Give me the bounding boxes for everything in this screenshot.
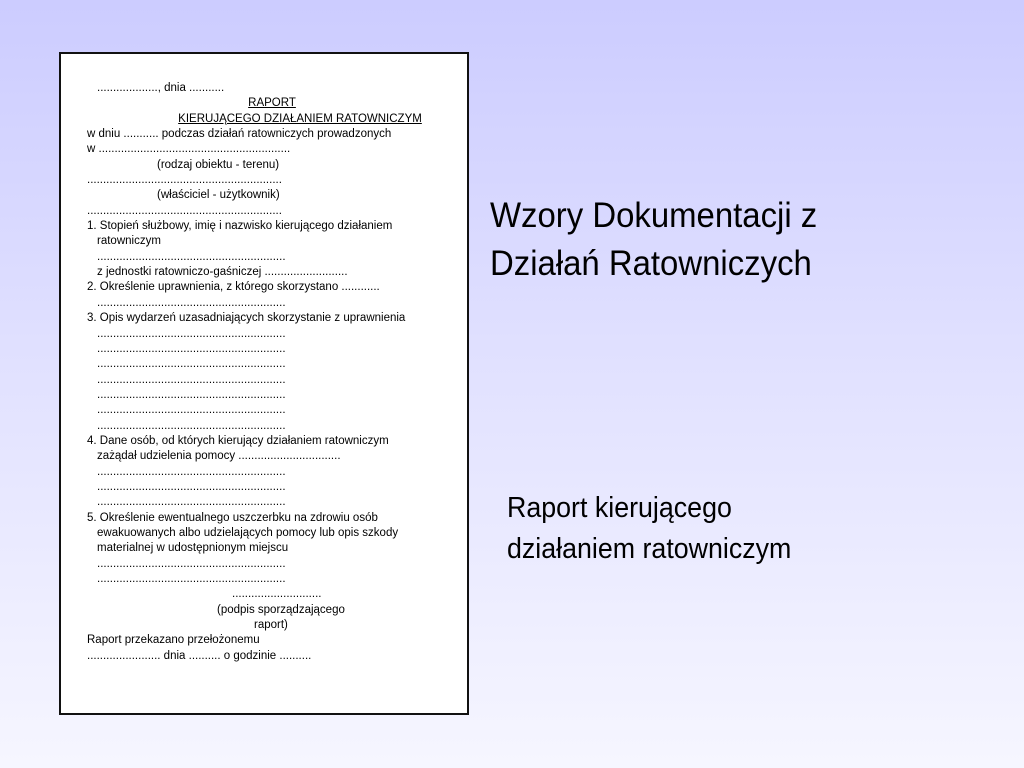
form-line: z jednostki ratowniczo-gaśniczej ..........................	[97, 266, 348, 279]
form-line: 4. Dane osób, od których kierujący działaniem ratowniczym	[87, 434, 389, 447]
signature-caption: raport)	[254, 619, 288, 632]
form-line: ...........................................................	[97, 557, 286, 570]
form-line: (rodzaj obiektu - terenu)	[157, 158, 280, 171]
report-form	[87, 81, 457, 664]
slide-subtitle-line-1: Raport kierującego	[507, 492, 732, 524]
form-line: 5. Określenie ewentualnego uszczerbku na zdrowiu osób	[87, 511, 378, 524]
slide-subtitle-line-2: działaniem ratowniczym	[507, 533, 792, 565]
form-line: ...........................................................	[97, 480, 286, 493]
form-line: 2. Określenie uprawnienia, z którego skorzystano ............	[87, 281, 380, 294]
report-subheading: KIERUJĄCEGO DZIAŁANIEM RATOWNICZYM	[178, 112, 422, 125]
form-line: Raport przekazano przełożonemu	[87, 634, 260, 647]
slide-title	[490, 192, 979, 288]
form-line: ...........................................................	[97, 342, 286, 355]
form-line: ...........................................................	[97, 373, 286, 386]
form-line: ...........................................................	[97, 465, 286, 478]
form-line: ewakuowanych albo udzielających pomocy lub opis szkody	[97, 526, 399, 539]
form-line: 3. Opis wydarzeń uzasadniających skorzystanie z uprawnienia	[87, 312, 406, 325]
form-line: ...........................................................	[97, 358, 286, 371]
form-line: (właściciel - użytkownik)	[157, 189, 280, 202]
form-line: ...........................................................	[97, 296, 286, 309]
form-line: zażądał udzielenia pomocy ................................	[97, 450, 341, 463]
document-image	[59, 52, 469, 715]
form-line: ...........................................................	[97, 388, 286, 401]
form-line: w ............................................................	[87, 143, 291, 156]
form-line: materialnej w udostępnionym miejscu	[97, 542, 289, 555]
slide-title-line-2: Działań Ratowniczych	[490, 244, 812, 283]
form-line: ...........................................................	[97, 404, 286, 417]
form-line: 1. Stopień służbowy, imię i nazwisko kierującego działaniem	[87, 220, 393, 233]
signature-caption: (podpis sporządzającego	[217, 603, 345, 616]
form-line: ...........................................................	[97, 327, 286, 340]
form-line: ratowniczym	[97, 235, 161, 248]
form-line: .............................................................	[87, 174, 282, 187]
form-line: ...........................................................	[97, 250, 286, 263]
signature-line: ............................	[232, 588, 322, 601]
report-heading: RAPORT	[248, 97, 296, 110]
form-line: ...........................................................	[97, 573, 286, 585]
form-line: .............................................................	[87, 204, 282, 217]
form-line: ...........................................................	[97, 496, 286, 509]
place-date-line: ..................., dnia ...........	[97, 82, 225, 94]
form-line: ....................... dnia .......... o godzinie ..........	[87, 649, 312, 662]
form-line: w dniu ........... podczas działań ratowniczych prowadzonych	[87, 128, 392, 141]
form-line: ...........................................................	[97, 419, 286, 432]
slide-title-line-1: Wzory Dokumentacji z	[490, 196, 818, 235]
slide-subtitle	[507, 488, 977, 570]
